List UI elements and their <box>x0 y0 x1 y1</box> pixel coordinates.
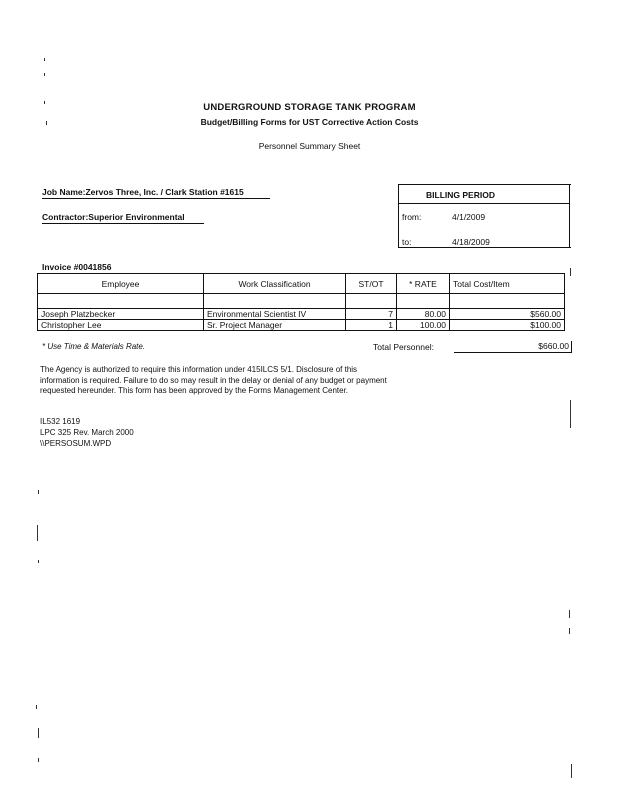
table-header-row <box>38 274 565 294</box>
personnel-table <box>37 273 565 331</box>
form-revision: LPC 325 Rev. March 2000 <box>40 428 134 437</box>
scan-speck <box>569 628 570 634</box>
scan-speck <box>571 764 572 778</box>
form-code: IL532 1619 <box>40 417 81 426</box>
table-row <box>38 320 565 331</box>
scan-speck <box>44 101 45 104</box>
scan-speck <box>38 560 39 563</box>
header-rate: * RATE <box>397 274 450 294</box>
form-subtitle: Budget/Billing Forms for UST Corrective Action Costs <box>200 117 419 127</box>
sheet-title: Personnel Summary Sheet <box>258 141 361 151</box>
header-stot: ST/OT <box>346 274 397 294</box>
row-rate: 100.00 <box>397 320 450 331</box>
scan-speck <box>44 73 45 76</box>
row-stot: 7 <box>346 309 397 320</box>
billing-period-title: BILLING PERIOD <box>426 190 495 200</box>
contractor-name: Contractor:Superior Environmental <box>42 212 204 224</box>
form-title: UNDERGROUND STORAGE TANK PROGRAM <box>203 102 416 113</box>
row-employee: Joseph Platzbecker <box>38 309 204 320</box>
row-employee: Christopher Lee <box>38 320 204 331</box>
scan-speck <box>36 705 37 709</box>
invoice-number: Invoice #0041856 <box>42 262 112 272</box>
job-name: Job Name:Zervos Three, Inc. / Clark Station #1615 <box>42 187 270 199</box>
billing-to-label: to: <box>402 237 412 247</box>
scan-speck <box>569 610 570 618</box>
row-total: $560.00 <box>450 309 565 320</box>
scan-speck <box>38 728 39 738</box>
table-spacer-row <box>38 294 565 309</box>
form-filename: \\PERSOSUM.WPD <box>40 439 112 448</box>
scan-speck <box>46 121 47 125</box>
billing-from-label: from: <box>402 212 422 222</box>
scan-speck <box>570 268 571 276</box>
header-employee: Employee <box>38 274 204 294</box>
row-classification: Sr. Project Manager <box>204 320 346 331</box>
header-total-cost: Total Cost/Item <box>450 274 565 294</box>
total-underline <box>454 352 571 353</box>
billing-period-divider <box>398 203 570 204</box>
table-row <box>38 309 565 320</box>
legal-notice: The Agency is authorized to require this information under 415ILCS 5/1. Disclosure of this information is required. Failure to do so may result in the delay or denial of any budget or payment requested hereunder. This form has been approved by the Forms Management Center. <box>40 365 387 396</box>
billing-period-box-edge <box>569 184 570 247</box>
total-personnel-label: Total Personnel: <box>373 342 434 352</box>
row-classification: Environmental Scientist IV <box>204 309 346 320</box>
header-work-classification: Work Classification <box>204 274 346 294</box>
scan-speck <box>37 525 38 541</box>
billing-to-value: 4/18/2009 <box>452 237 490 247</box>
scan-speck <box>38 758 39 762</box>
scan-speck <box>570 400 571 428</box>
row-stot: 1 <box>346 320 397 331</box>
scan-speck <box>38 490 39 494</box>
row-rate: 80.00 <box>397 309 450 320</box>
row-total: $100.00 <box>450 320 565 331</box>
total-personnel-value: $660.00 <box>454 341 572 353</box>
scan-speck <box>44 58 45 61</box>
rate-footnote: * Use Time & Materials Rate. <box>42 342 146 351</box>
billing-from-value: 4/1/2009 <box>452 212 486 222</box>
